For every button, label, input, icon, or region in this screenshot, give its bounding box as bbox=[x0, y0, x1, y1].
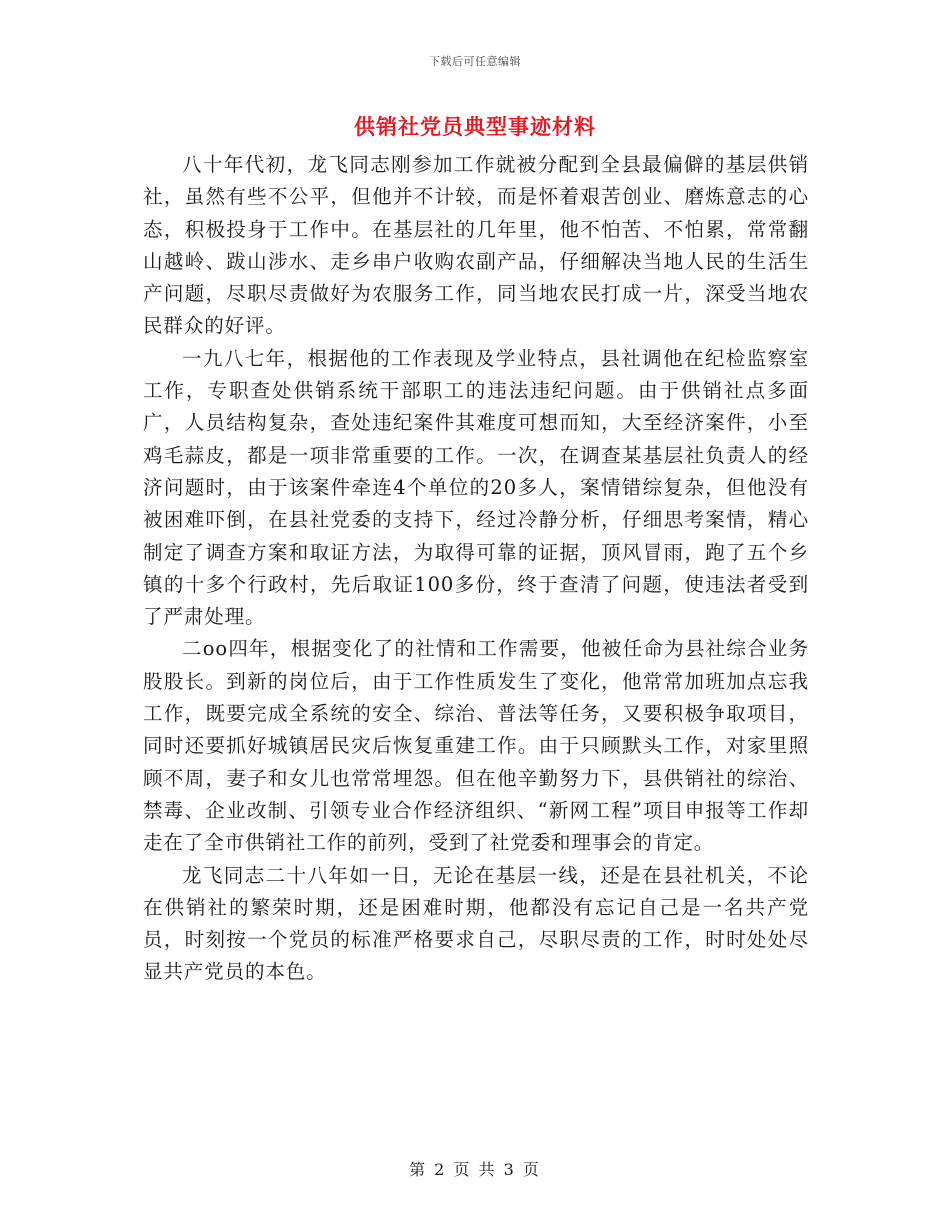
page-number: 第 2 页 共 3 页 bbox=[409, 1160, 541, 1179]
paragraph-2: 一九八七年，根据他的工作表现及学业特点，县社调他在纪检监察室工作，专职查处供销系统干部职工的违法违纪问题。由于供销社点多面广，人员结构复杂，查处违纪案件其难度可想而知，大至经济案件，小至鸡毛蒜皮，都是一项非常重要的工作。一次，在调查某基层社负责人的经济问题时，由于该案件牵连4个单位的20多人，案情错综复杂，但他没有被困难吓倒，在县社党委的支持下，经过冷静分析，仔细思考案情，精心制定了调查方案和取证方法，为取得可靠的证据，顶风冒雨，跑了五个乡镇的十多个行政村，先后取证100多份，终于查清了问题，使违法者受到了严肃处理。 bbox=[143, 346, 809, 629]
paragraph-3: 二oo四年，根据变化了的社情和工作需要，他被任命为县社综合业务股股长。到新的岗位后，由于工作性质发生了变化，他常常加班加点忘我工作，既要完成全系统的安全、综治、普法等任务，又要积极争取项目，同时还要抓好城镇居民灾后恢复重建工作。由于只顾默头工作，对家里照顾不周，妻子和女儿也常常埋怨。但在他辛勤努力下，县供销社的综治、禁毒、企业改制、引领专业合作经济组织、“新网工程”项目申报等工作却走在了全市供销社工作的前列，受到了社党委和理事会的肯定。 bbox=[143, 637, 809, 855]
paragraph-1: 八十年代初，龙飞同志刚参加工作就被分配到全县最偏僻的基层供销社，虽然有些不公平，但他并不计较，而是怀着艰苦创业、磨炼意志的心态，积极投身于工作中。在基层社的几年里，他不怕苦、不怕累，常常翻山越岭、跋山涉水、走乡串户收购农副产品，仔细解决当地人民的生活生产问题，尽职尽责做好为农服务工作，同当地农民打成一片，深受当地农民群众的好评。 bbox=[143, 153, 809, 338]
document-body bbox=[143, 149, 809, 989]
paragraph-4: 龙飞同志二十八年如一日，无论在基层一线，还是在县社机关，不论在供销社的繁荣时期，还是困难时期，他都没有忘记自己是一名共产党员，时刻按一个党员的标准严格要求自己，尽职尽责的工作，时时处处尽显共产党员的本色。 bbox=[143, 863, 809, 984]
header-note: 下载后可任意编辑 bbox=[429, 55, 521, 68]
document-title: 供销社党员典型事迹材料 bbox=[354, 114, 596, 139]
